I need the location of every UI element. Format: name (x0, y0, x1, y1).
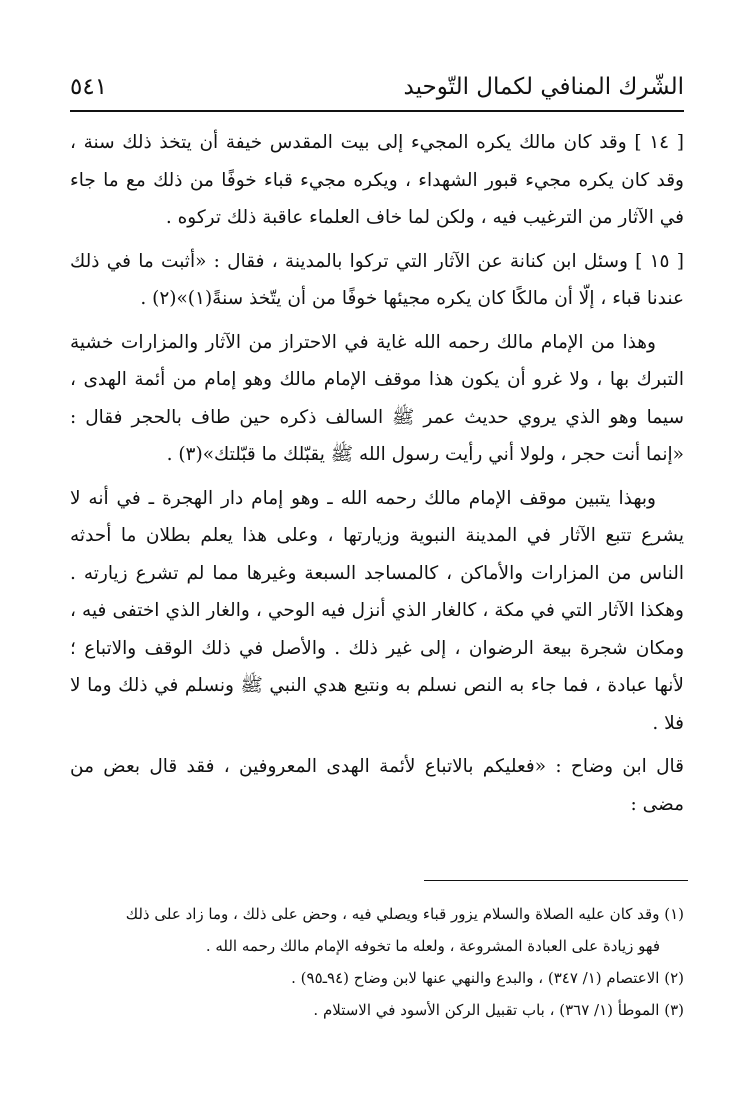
paragraph-commentary: وهذا من الإمام مالك رحمه الله غاية في الاحتراز من الآثار والمزارات خشية التبرك بها ، ولا غرو أن يكون هذا موقف الإمام مالك وهو إمام من أئمة الهدى ، سيما وهو الذي يروي حديث عمر ﷺ السالف ذكره حين طاف بالحجر فقال : «إنما أنت حجر ، ولولا أني رأيت رسول الله ﷺ يقبّلك ما قبّلتك»(٣) . (70, 331, 684, 465)
footnote-2: (٢) الاعتصام (١/ ٣٤٧) ، والبدع والنهي عنها لابن وضاح (٩٤ـ٩٥) . (291, 969, 684, 987)
footnotes (70, 898, 684, 1026)
footnote-1-continuation: فهو زيادة على العبادة المشروعة ، ولعله ما تخوفه الإمام مالك رحمه الله . (205, 937, 660, 955)
paragraph-15: [ ١٥ ] وسئل ابن كنانة عن الآثار التي تركوا بالمدينة ، فقال : «أثبت ما في ذلك عندنا قباء ، إلّا أن مالكًا كان يكره مجيئها خوفًا من أن يتّخذ سنةً(١)»(٢) . (70, 250, 684, 309)
footnote-1: (١) وقد كان عليه الصلاة والسلام يزور قباء ويصلي فيه ، وحض على ذلك ، وما زاد على ذلك (125, 905, 684, 923)
paragraph-quote-ibn-waddah: قال ابن وضاح : «فعليكم بالاتباع لأئمة الهدى المعروفين ، فقد قال بعض من مضى : (70, 756, 684, 815)
running-title: الشّرك المنافي لكمال التّوحيد (403, 74, 684, 100)
footnote-separator (424, 880, 688, 881)
footnote-3: (٣) الموطأ (١/ ٣٦٧) ، باب تقبيل الركن الأسود في الاستلام . (313, 1001, 684, 1019)
paragraph-14: [ ١٤ ] وقد كان مالك يكره المجيء إلى بيت المقدس خيفة أن يتخذ ذلك سنة ، وقد كان يكره مجيء قبور الشهداء ، ويكره مجيء قباء خوفًا من ذلك مع ما جاء في الآثار من الترغيب فيه ، ولكن لما خاف العلماء عاقبة ذلك تركوه . (70, 132, 684, 228)
body-text (70, 124, 684, 829)
page-header (70, 70, 684, 112)
paragraph-conclusion: وبهذا يتبين موقف الإمام مالك رحمه الله ـ وهو إمام دار الهجرة ـ في أنه لا يشرع تتبع الآثار في المدينة النبوية وزيارتها ، وعلى هذا يعلم بطلان ما أحدثه الناس من المزارات والأماكن ، كالمساجد السبعة وغيرها مما لم تشرع زيارته . وهكذا الآثار التي في مكة ، كالغار الذي أنزل فيه الوحي ، والغار الذي اختفى فيه ، ومكان شجرة بيعة الرضوان ، إلى غير ذلك . والأصل في ذلك الوقف والاتباع ؛ لأنها عبادة ، فما جاء به النص نسلم به ونتبع هدي النبي ﷺ ونسلم في ذلك وما لا فلا . (70, 487, 684, 734)
page-number: ٥٤١ (70, 74, 108, 100)
